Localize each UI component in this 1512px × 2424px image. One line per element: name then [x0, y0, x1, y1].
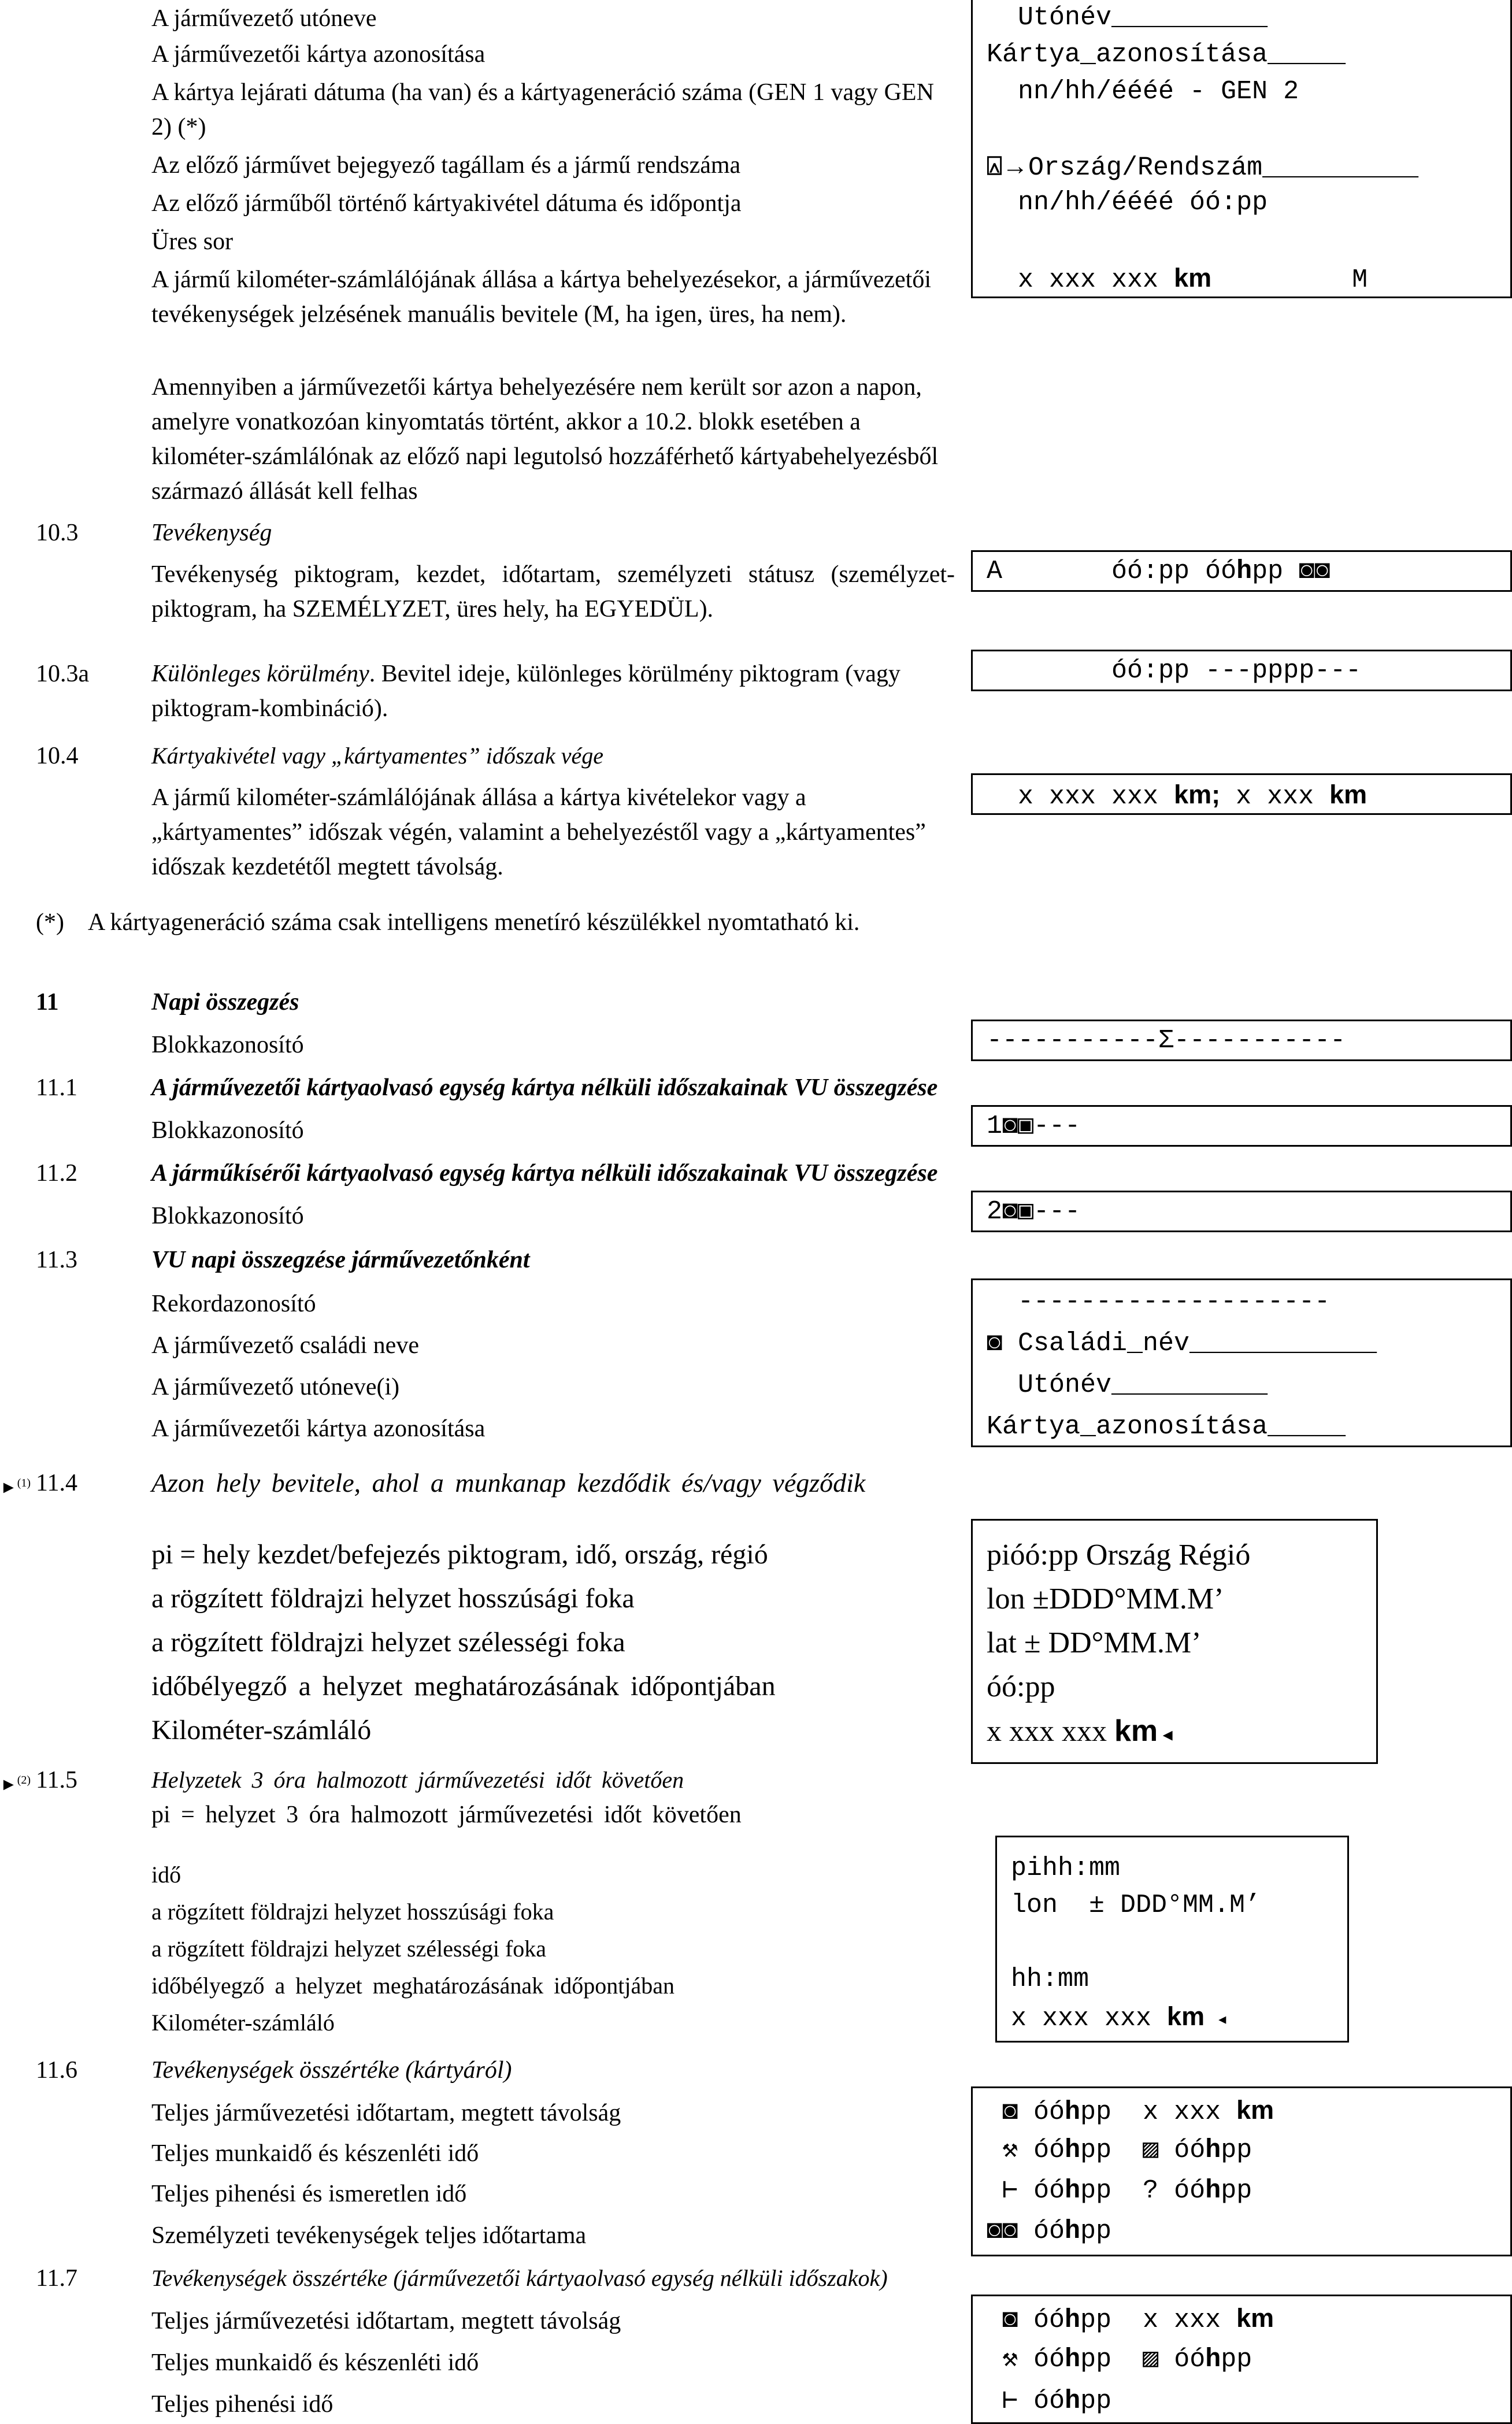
arrow-left-icon: ◂ — [1158, 1724, 1173, 1745]
section-number: 10.3 — [36, 520, 79, 546]
list-item: a rögzített földrajzi helyzet hosszúsági foka — [151, 1583, 635, 1614]
printout-box-driver-summary: -------------------- ◙ Családi_név____________ Utónév__________ Kártya_azonosítása_____ — [971, 1278, 1512, 1447]
printout-box-activity: A óó:pp óóhpp ◙◙ — [971, 550, 1512, 592]
printout-box-workday-place: pióó:pp Ország Régió lon ±DDD°MM.M’ lat ± DD°MM.M’ óó:pp x xxx xxx km ◂ — [971, 1519, 1378, 1764]
footnote-text: A kártyageneráció száma csak intelligens menetíró készülékkel nyomtatható ki. — [88, 909, 860, 936]
section-subtitle: pi = helyzet 3 óra halmozott járművezetési időt követően — [151, 1802, 742, 1828]
section-title: Tevékenységek összértéke (járművezetői kártyaolvasó egység nélküli időszakok) — [151, 2265, 888, 2291]
list-item: Teljes pihenési és ismeretlen idő — [151, 2181, 467, 2207]
list-item: a rögzített földrajzi helyzet szélességi foka — [151, 1936, 547, 1962]
section-title: VU napi összegzése járművezetőnként — [151, 1247, 530, 1273]
box-line-country-plate: ⍓→Ország/Rendszám__________ — [987, 151, 1419, 183]
printout-box-codriver-slot: 2◙▣--- — [971, 1191, 1512, 1232]
block-id-label: Blokkazonosító — [151, 1117, 304, 1144]
printout-box-daily-summary: -----------Σ----------- — [971, 1020, 1512, 1061]
list-item: Rekordazonosító — [151, 1291, 316, 1317]
section-number: 10.3a — [36, 661, 90, 687]
printout-box-card-activity-totals: ◙ óóhpp x xxx km ⚒ óóhpp ▨ óóhpp ⊢ óóhpp ? óóhpp ◙◙ óóhpp — [971, 2086, 1512, 2256]
list-item: Teljes munkaidő és készenléti idő — [151, 2349, 479, 2376]
printout-box-3h-position: pihh:mm lon ± DDD°MM.M’ hh:mm x xxx xxx km ◂ — [995, 1836, 1349, 2043]
section-title: Napi összegzés — [151, 989, 299, 1015]
section-number: 11 — [36, 989, 59, 1015]
section-number: 11.4 — [36, 1470, 77, 1496]
section-text: Tevékenység piktogram, kezdet, időtartam, személyzeti státusz (személyzet-piktogram, ha SZEMÉLYZET, üres hely, ha EGYEDÜL). — [151, 561, 955, 622]
row-prev-vehicle: Az előző járművet bejegyező tagállam és a jármű rendszáma — [151, 152, 741, 179]
section-number: 11.1 — [36, 1074, 77, 1101]
list-item: időbélyegző a helyzet meghatározásának időpontjában — [151, 1671, 776, 1702]
list-item: Személyzeti tevékenységek teljes időtartama — [151, 2222, 587, 2249]
section-text: Különleges körülmény. Bevitel ideje, különleges körülmény piktogram (vagy piktogram-kombináció). — [151, 661, 900, 722]
row-card-expiry: A kártya lejárati dátuma (ha van) és a kártyageneráció száma (GEN 1 vagy GEN 2) (*) — [151, 79, 934, 140]
list-item: idő — [151, 1862, 181, 1888]
printout-box-withdrawal: x xxx xxx km; x xxx km — [971, 773, 1512, 815]
list-item: A járművezető utóneve(i) — [151, 1374, 400, 1400]
list-item: Kilométer-számláló — [151, 2010, 335, 2036]
box-line-odometer: x xxx xxx km M — [987, 263, 1368, 295]
printout-box-card-insertion — [971, 0, 1512, 298]
section-title: Helyzetek 3 óra halmozott járművezetési időt követően — [151, 1767, 684, 1793]
row-empty: Üres sor — [151, 228, 234, 255]
section-number: 11.6 — [36, 2057, 77, 2084]
list-item: Teljes járművezetési időtartam, megtett távolság — [151, 2308, 621, 2334]
row-first-name: A járművezető utóneve — [151, 5, 377, 32]
printout-box-no-card-activity-totals: ◙ óóhpp x xxx km ⚒ óóhpp ▨ óóhpp ⊢ óóhpp — [971, 2295, 1512, 2424]
row-odometer-note: Amennyiben a járművezetői kártya behelyezésére nem került sor azon a napon, amelyre vonatkozóan kinyomtatás történt, akkor a 10.2. blokk esetében a kilométer-számlálónak az előző napi legutolsó hozzáférhető kártyabehelyezésből származó állását kell felhas — [151, 374, 939, 505]
section-text: A jármű kilométer-számlálójának állása a kártya kivételekor vagy a „kártyamentes” időszak végén, valamint a behelyezéstől vagy a „kártyamentes” időszak kezdetétől megtett távolság. — [151, 784, 926, 880]
row-card-id: A járművezetői kártya azonosítása — [151, 41, 486, 68]
list-item: Teljes pihenési idő — [151, 2391, 333, 2418]
section-number: 11.3 — [36, 1247, 77, 1273]
printout-box-driver-slot: 1◙▣--- — [971, 1105, 1512, 1147]
arrow-left-icon: ◂ — [1205, 2010, 1228, 2032]
list-item: A járművezetői kártya azonosítása — [151, 1415, 486, 1442]
section-title: A járműkísérői kártyaolvasó egység kártya nélküli időszakainak VU összegzése — [151, 1160, 938, 1187]
section-title: Tevékenység — [151, 520, 272, 546]
section-number: 11.5 — [36, 1767, 77, 1793]
section-number: 11.7 — [36, 2265, 77, 2292]
list-item: pi = hely kezdet/befejezés piktogram, idő, ország, régió — [151, 1539, 768, 1570]
amendment-marker: ►$^{(2)}$ — [0, 1774, 31, 1794]
list-item: Teljes járművezetési időtartam, megtett távolság — [151, 2100, 621, 2126]
section-title: Tevékenységek összértéke (kártyáról) — [151, 2057, 512, 2084]
box-line-first-name: Utónév__________ — [987, 3, 1268, 32]
box-line-card-id: Kártya_azonosítása_____ — [987, 40, 1346, 69]
list-item: A járművezető családi neve — [151, 1332, 419, 1359]
section-title: Kártyakivétel vagy „kártyamentes” időszak vége — [151, 743, 603, 769]
list-item: Teljes munkaidő és készenléti idő — [151, 2140, 479, 2167]
section-number: 10.4 — [36, 743, 79, 769]
footnote-mark: (*) — [36, 909, 64, 936]
vehicle-arrow-icon: ⍓→ — [987, 151, 1029, 180]
box-line-expiry: nn/hh/éééé - GEN 2 — [987, 77, 1299, 106]
row-prev-withdrawal: Az előző járműből történő kártyakivétel dátuma és időpontja — [151, 190, 742, 217]
section-title: A járművezetői kártyaolvasó egység kártya nélküli időszakainak VU összegzése — [151, 1074, 938, 1101]
section-title: Azon hely bevitele, ahol a munkanap kezdődik és/vagy végződik — [151, 1468, 866, 1498]
amendment-marker: ►$^{(1)}$ — [0, 1477, 31, 1497]
block-id-label: Blokkazonosító — [151, 1203, 304, 1229]
box-line-withdrawal-time: nn/hh/éééé óó:pp — [987, 188, 1268, 217]
row-odometer-insert: A jármű kilométer-számlálójának állása a kártya behelyezésekor, a járművezetői tevékenységek jelzésének manuális bevitele (M, ha igen, üres, ha nem). — [151, 266, 932, 328]
list-item: a rögzített földrajzi helyzet szélességi foka — [151, 1627, 625, 1658]
list-item: időbélyegző a helyzet meghatározásának időpontjában — [151, 1973, 675, 1999]
list-item: Kilométer-számláló — [151, 1715, 372, 1745]
block-id-label: Blokkazonosító — [151, 1032, 304, 1058]
section-number: 11.2 — [36, 1160, 77, 1187]
printout-box-special-condition: óó:pp ---pppp--- — [971, 650, 1512, 691]
list-item: a rögzített földrajzi helyzet hosszúsági foka — [151, 1899, 554, 1925]
